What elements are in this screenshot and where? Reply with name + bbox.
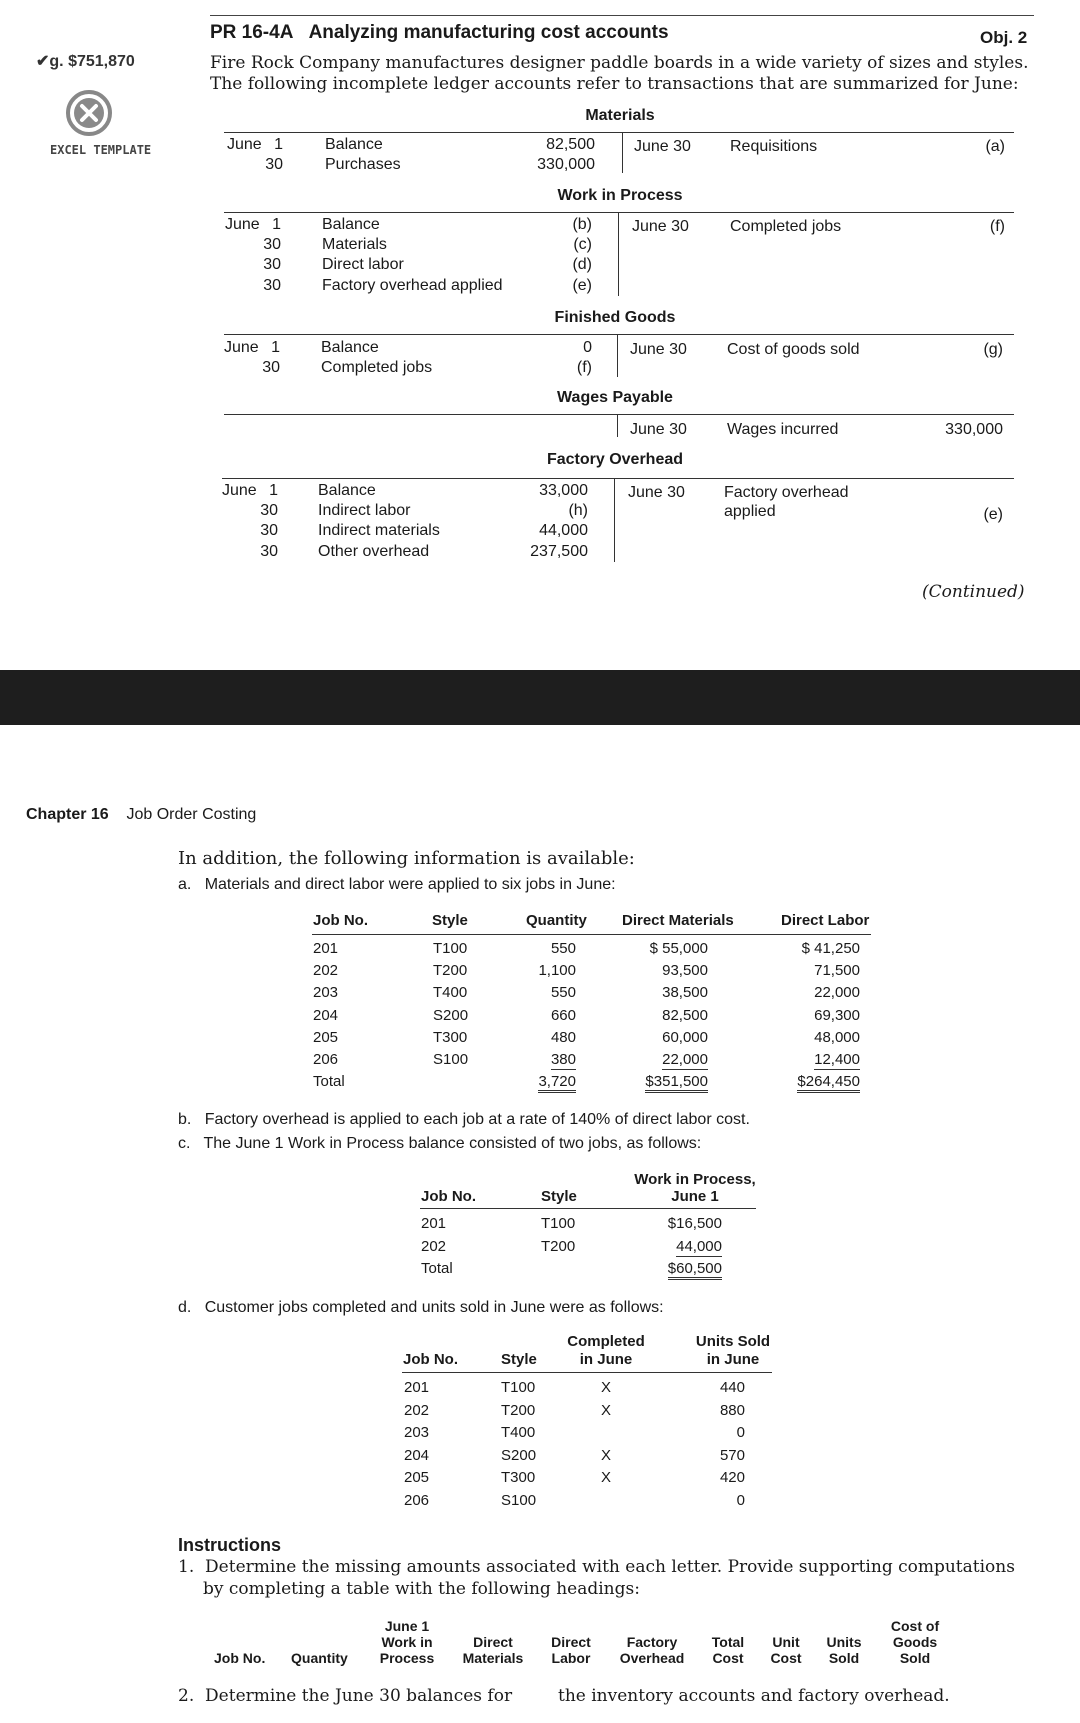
overhead-credit-desc: Factory overhead [724,484,849,501]
heading-us: Units [826,1634,862,1650]
chapter-header [26,806,256,824]
table-cell: 12,400 [814,1051,860,1068]
instruction-1 [178,1557,1015,1577]
table-total-cell: $351,500 [628,1073,708,1090]
table-cell: X [600,1446,611,1464]
heading-cogs: Sold [899,1650,931,1666]
table-cell: 60,000 [662,1028,708,1046]
column-header: Quantity [526,912,587,929]
wages-payable-title: Wages Payable [557,389,673,406]
table-cell: X [600,1469,611,1487]
instruction-text: Determine the missing amounts associated with each letter. Provide supporting computations [205,1557,1015,1577]
table-cell: 550 [550,984,576,1002]
table-cell: 440 [719,1379,745,1396]
instruction-1-cont: by completing a table with the following headings: [203,1579,640,1599]
column-header: Units Sold [695,1333,771,1350]
wages-credit-amount: 330,000 [945,421,1003,438]
heading-cogs: Goods [892,1634,938,1650]
materials-debit-amount: 82,500 [546,136,595,153]
table-total-cell: Total [313,1073,345,1091]
overhead-debit-amount: (h) [568,502,588,519]
wip-debit-day: 30 [263,236,281,253]
heading-dl: Direct [551,1634,591,1650]
table-cell: 205 [404,1469,430,1487]
item-d [178,1299,664,1317]
column-header: Direct Materials [622,912,734,929]
excel-template-icon[interactable] [64,88,114,138]
heading-dm: Materials [462,1650,524,1666]
table-cell: 0 [736,1424,745,1442]
item-text: Materials and direct labor were applied to six jobs in June: [204,876,616,893]
materials-credit-amount: (a) [985,138,1005,155]
overhead-debit-desc: Other overhead [318,543,430,560]
heading-wip: Process [379,1650,435,1666]
table-cell: X [600,1401,611,1419]
table-cell: 420 [719,1469,745,1487]
table-cell: 201 [421,1215,447,1232]
table-cell: 201 [313,940,339,957]
overhead-credit-amount: (e) [983,506,1003,523]
intro-line-1: Fire Rock Company manufactures designer paddle boards in a wide variety of sizes and styles. [210,53,1029,73]
heading-wip: Work in [381,1634,433,1650]
top-rule [210,15,1034,16]
materials-debit-month: June [227,136,262,153]
table-cell: 550 [550,940,576,957]
column-header: Direct Labor [781,912,870,929]
table-cell: 204 [404,1446,430,1464]
column-header: Style [432,912,468,929]
column-header: Completed [567,1333,645,1350]
table-cell: 44,000 [676,1237,722,1255]
column-header: in June [706,1351,760,1368]
wip-debit-amount: (e) [572,277,592,294]
column-header: Work in Process, [634,1171,756,1188]
table-cell: T100 [501,1379,536,1396]
overhead-debit-amount: 33,000 [539,482,588,499]
item-text: Factory overhead is applied to each job at a rate of 140% of direct labor cost. [204,1111,750,1128]
finished-credit-desc: Cost of goods sold [727,341,860,358]
item-text: The June 1 Work in Process balance consisted of two jobs, as follows: [203,1135,702,1152]
wip-debit-desc: Factory overhead applied [322,277,503,294]
continued-label: (Continued) [922,582,1025,602]
materials-debit-day: 30 [265,156,283,173]
wip-debit-month: June [225,216,260,233]
wip-credit-date: June 30 [632,218,689,235]
instruction-number: 1. [178,1557,195,1577]
table-cell: 202 [421,1237,447,1255]
overhead-debit-desc: Balance [318,482,376,499]
table-cell: 22,000 [662,1051,708,1068]
item-letter: b. [178,1111,192,1128]
heading-tc: Total [711,1634,745,1650]
table-cell: T200 [501,1401,536,1419]
table-total-cell: 3,720 [520,1073,576,1090]
chapter-label: Chapter 16 [26,806,109,823]
table-cell: 202 [313,962,339,980]
table-cell: T400 [501,1424,536,1442]
item-b [178,1111,750,1129]
table-cell: $ 55,000 [649,940,708,957]
wages-credit-date: June 30 [630,421,687,438]
materials-debit-amount: 330,000 [537,156,595,173]
table-cell: S100 [433,1051,469,1068]
problem-heading [210,22,669,44]
overhead-debit-day: 30 [260,502,278,519]
table-cell: T300 [501,1469,536,1487]
materials-debit-day: 1 [274,136,283,153]
table-total-cell: $60,500 [640,1260,722,1277]
column-header: Job No. [403,1351,458,1368]
instruction-text: Determine the June 30 balances for [205,1686,513,1706]
wip-debit-desc: Direct labor [322,256,404,273]
table-cell: 660 [550,1006,576,1024]
page-separator [0,670,1080,725]
table-cell: T400 [433,984,468,1002]
wages-credit-desc: Wages incurred [727,421,839,438]
item-text: Customer jobs completed and units sold in June were as follows: [204,1299,664,1316]
wip-debit-day: 1 [272,216,281,233]
wip-credit-amount: (f) [989,218,1005,235]
finished-debit-day: 1 [271,339,280,356]
chapter-title: Job Order Costing [126,806,257,823]
overhead-debit-desc: Indirect materials [318,522,440,539]
heading-cogs: Cost of [890,1618,940,1634]
table-cell: 69,300 [814,1006,860,1024]
intro-line-2: The following incomplete ledger accounts refer to transactions that are summarized for June: [210,74,1019,94]
instruction-2 [178,1686,512,1706]
materials-credit-desc: Requisitions [730,138,818,155]
instruction-2-cont: the inventory accounts and factory overhead. [558,1686,950,1706]
table-cell: T300 [433,1028,468,1046]
materials-title: Materials [585,107,655,124]
heading-tc: Cost [712,1650,744,1666]
overhead-debit-day: 30 [260,522,278,539]
overhead-credit-desc: applied [724,503,776,520]
table-cell: 480 [550,1028,576,1046]
table-total-cell: $264,450 [790,1073,860,1090]
overhead-debit-day: 30 [260,543,278,560]
finished-goods-title: Finished Goods [554,309,676,326]
table-cell: 38,500 [662,984,708,1002]
table-cell: 203 [313,984,339,1002]
heading-wip: June 1 [384,1618,430,1634]
table-cell: 22,000 [814,984,860,1002]
finished-debit-amount: (f) [576,359,592,376]
heading-dm: Direct [473,1634,513,1650]
table-cell: $16,500 [667,1215,722,1232]
materials-debit-desc: Purchases [325,156,401,173]
instructions-heading: Instructions [178,1535,282,1555]
item-letter: d. [178,1299,192,1316]
column-header: Style [541,1188,577,1205]
finished-debit-amount: 0 [583,339,592,356]
table-cell: T100 [541,1215,576,1232]
heading-quantity: Quantity [291,1650,348,1666]
table-cell: 0 [736,1492,745,1509]
finished-debit-desc: Completed jobs [321,359,433,376]
item-c [178,1135,701,1153]
table-cell: 203 [404,1424,430,1442]
heading-fo: Factory [626,1634,678,1650]
heading-dl: Labor [551,1650,591,1666]
table-total-cell: Total [421,1260,453,1277]
wip-debit-day: 30 [263,277,281,294]
column-header: Job No. [421,1188,476,1205]
overhead-debit-amount: 44,000 [539,522,588,539]
table-cell: T100 [433,940,468,957]
wip-credit-desc: Completed jobs [730,218,842,235]
objective-label: Obj. 2 [980,28,1028,47]
overhead-debit-desc: Indirect labor [318,502,411,519]
materials-debit-desc: Balance [325,136,383,153]
wip-debit-amount: (d) [572,256,592,273]
wip-debit-desc: Materials [322,236,387,253]
table-cell: 48,000 [814,1028,860,1046]
item-letter: a. [178,876,192,893]
table-cell: T200 [433,962,468,980]
wip-debit-amount: (b) [572,216,592,233]
table-cell: 201 [404,1379,430,1396]
wip-debit-day: 30 [263,256,281,273]
overhead-debit-day: 1 [269,482,278,499]
overhead-debit-amount: 237,500 [530,543,588,560]
table-cell: X [600,1379,611,1396]
finished-credit-date: June 30 [630,341,687,358]
table-cell: S200 [501,1446,537,1464]
overhead-debit-month: June [222,482,257,499]
column-header: Job No. [313,912,368,929]
column-header: Style [501,1351,537,1368]
wip-debit-desc: Balance [322,216,380,233]
materials-credit-date: June 30 [634,138,691,155]
item-letter: c. [178,1135,191,1152]
column-header: in June [579,1351,633,1368]
table-cell: T200 [541,1237,576,1255]
finished-credit-amount: (g) [983,341,1003,358]
table-cell: S100 [501,1492,537,1509]
problem-title: Analyzing manufacturing cost accounts [308,22,669,43]
item-a [178,876,616,894]
heading-uc: Unit [772,1634,800,1650]
heading-us: Sold [828,1650,860,1666]
heading-job-no: Job No. [214,1650,266,1666]
finished-debit-desc: Balance [321,339,379,356]
excel-template-label: EXCEL TEMPLATE [50,143,152,157]
table-cell: 93,500 [662,962,708,980]
table-cell: 204 [313,1006,339,1024]
finished-debit-day: 30 [262,359,280,376]
table-cell: 82,500 [662,1006,708,1024]
table-cell: 206 [404,1492,430,1509]
problem-id: PR 16-4A [210,22,294,43]
heading-fo: Overhead [619,1650,685,1666]
table-cell: $ 41,250 [801,940,860,957]
table-cell: 206 [313,1051,339,1068]
check-figure: ✔g. $751,870 [36,53,135,70]
overhead-credit-date: June 30 [628,484,685,501]
finished-debit-month: June [224,339,259,356]
table-cell: 1,100 [538,962,576,980]
table-cell: 380 [550,1051,576,1068]
table-cell: 205 [313,1028,339,1046]
column-header: June 1 [671,1188,719,1205]
table-cell: 71,500 [814,962,860,980]
table-cell: S200 [433,1006,469,1024]
wip-title: Work in Process [557,187,683,204]
instruction-number: 2. [178,1686,195,1706]
table-cell: 202 [404,1401,430,1419]
additional-info-intro: In addition, the following information is available: [178,848,635,869]
heading-uc: Cost [770,1650,802,1666]
table-cell: 570 [719,1446,745,1464]
factory-overhead-title: Factory Overhead [546,451,684,468]
table-cell: 880 [719,1401,745,1419]
wip-debit-amount: (c) [573,236,592,253]
